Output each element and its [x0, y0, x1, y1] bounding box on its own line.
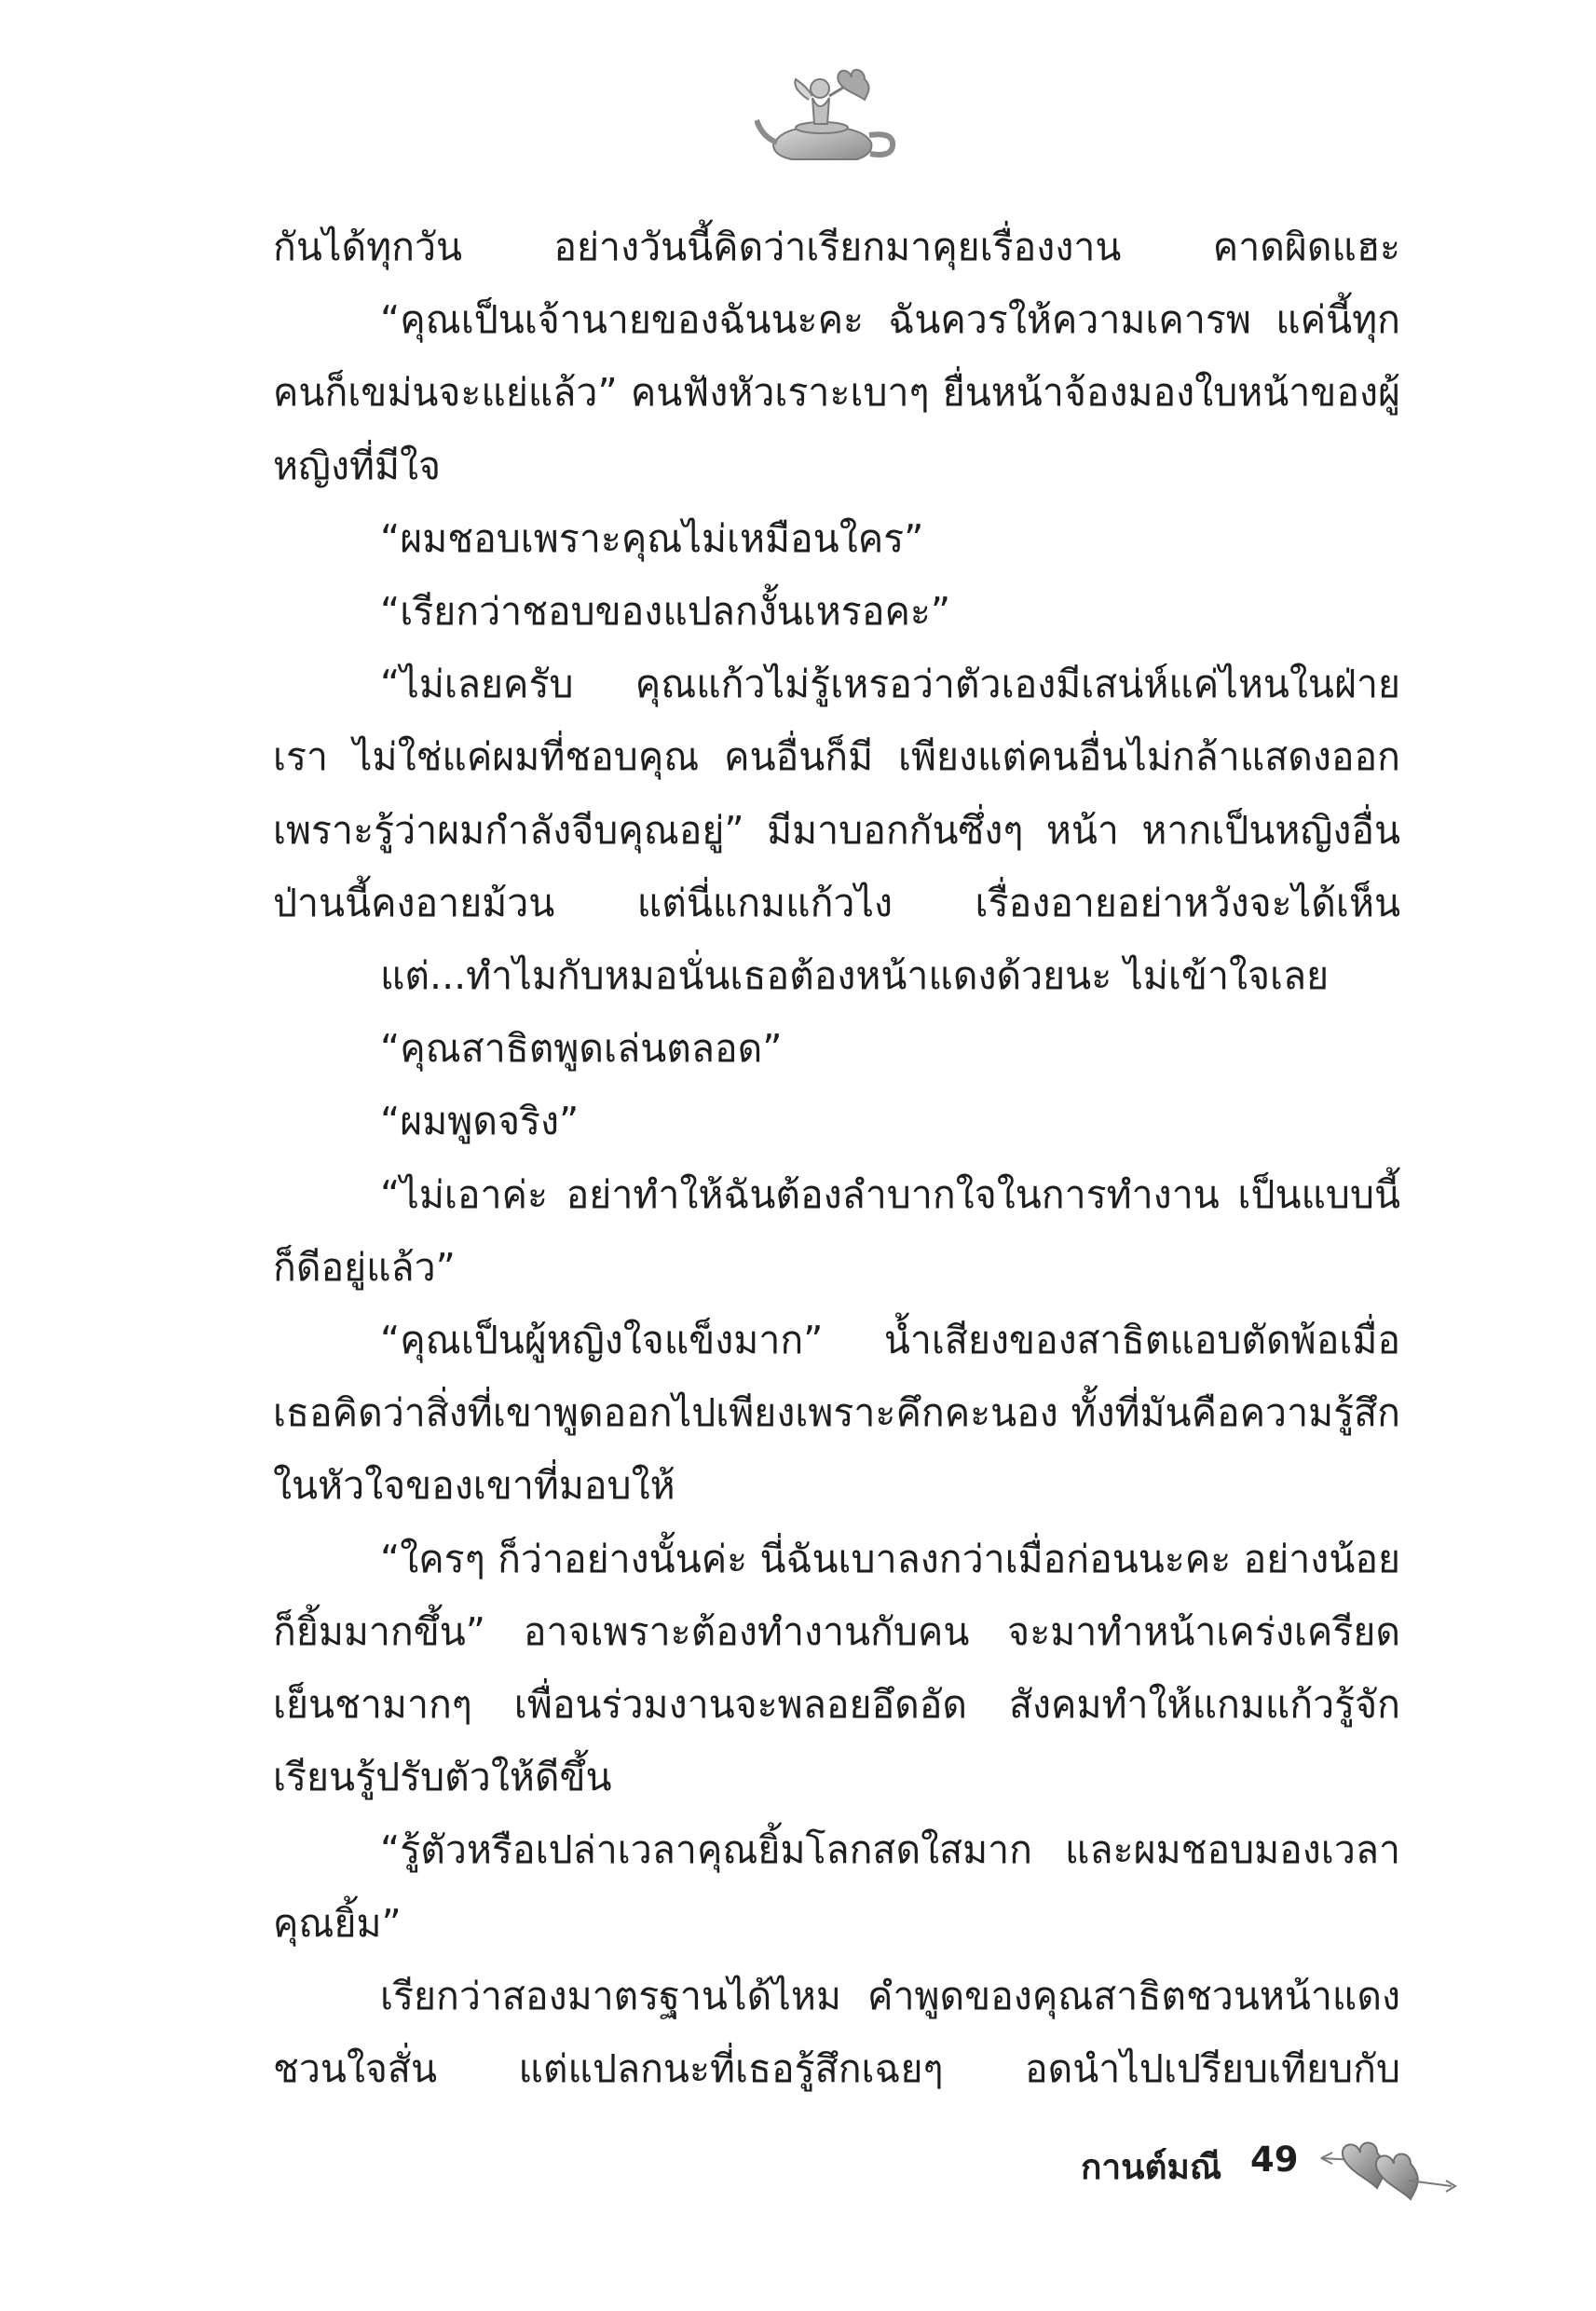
body-text [273, 211, 1400, 2105]
author-name: กานต์มณี [1081, 2147, 1222, 2187]
paragraph: “คุณเป็นเจ้านายของฉันนะคะ ฉันควรให้ความเคารพ แค่นี้ทุกคนก็เขม่นจะแย่แล้ว” คนฟังหัวเราะเบาๆ ยื่นหน้าจ้องมองใบหน้าของผู้หญิงที่มีใจ [273, 297, 1400, 488]
paragraph: “ผมพูดจริง” [380, 1099, 580, 1144]
paragraph: “ไม่เอาค่ะ อย่าทำให้ฉันต้องลำบากใจในการทำงาน เป็นแบบนี้ก็ดีอยู่แล้ว” [273, 1171, 1400, 1290]
paragraph: “ไม่เลยครับ คุณแก้วไม่รู้เหรอว่าตัวเองมีเสน่ห์แค่ไหนในฝ่ายเรา ไม่ใช่แค่ผมที่ชอบคุณ คนอื่นก็มี เพียงแต่คนอื่นไม่กล้าแสดงออกเพราะรู้ว่าผมกำลังจีบคุณอยู่” มีมาบอกกันซึ่งๆ หน้า หากเป็นหญิงอื่นป่านนี้คงอายม้วน แต่นี่แกมแก้วไง เรื่องอายอย่าหวังจะได้เห็น [273, 662, 1400, 925]
paragraph: เรียกว่าสองมาตรฐานได้ไหม คำพูดของคุณสาธิตชวนหน้าแดง ชวนใจสั่น แต่แปลกนะที่เธอรู้สึกเฉยๆ อดนำไปเปรียบเทียบกับ [273, 1973, 1400, 2092]
cupid-teapot-ornament-icon [755, 51, 913, 172]
paragraph: แต่...ทำไมกับหมอนั่นเธอต้องหน้าแดงด้วยนะ ไม่เข้าใจเลย [380, 953, 1330, 999]
hearts-arrow-icon [1319, 2132, 1459, 2207]
page-footer [1081, 2126, 1472, 2210]
paragraph: “รู้ตัวหรือเปล่าเวลาคุณยิ้มโลกสดใสมาก และผมชอบมองเวลาคุณยิ้ม” [273, 1827, 1400, 1946]
page-number: 49 [1250, 2140, 1299, 2180]
paragraph: “คุณเป็นผู้หญิงใจแข็งมาก” น้ำเสียงของสาธิตแอบตัดพ้อเมื่อเธอคิดว่าสิ่งที่เขาพูดออกไปเพียงเพราะคึกคะนอง ทั้งที่มันคือความรู้สึกในหัวใจของเขาที่มอบให้ [273, 1318, 1400, 1509]
paragraph: “ผมชอบเพราะคุณไม่เหมือนใคร” [380, 515, 924, 561]
header-ornament [755, 51, 913, 172]
paragraph: “ใครๆ ก็ว่าอย่างนั้นค่ะ นี่ฉันเบาลงกว่าเมื่อก่อนนะคะ อย่างน้อยก็ยิ้มมากขึ้น” อาจเพราะต้องทำงานกับคน จะมาทำหน้าเคร่งเครียดเย็นชามากๆ เพื่อนร่วมงานจะพลอยอึดอัด สังคมทำให้แกมแก้วรู้จักเรียนรู้ปรับตัวให้ดีขึ้น [273, 1536, 1400, 1800]
paragraph: “เรียกว่าชอบของแปลกงั้นเหรอคะ” [380, 589, 951, 635]
paragraph: “คุณสาธิตพูดเล่นตลอด” [380, 1026, 783, 1072]
paragraph: กันได้ทุกวัน อย่างวันนี้คิดว่าเรียกมาคุยเรื่องงาน คาดผิดแฮะ [273, 225, 1400, 269]
